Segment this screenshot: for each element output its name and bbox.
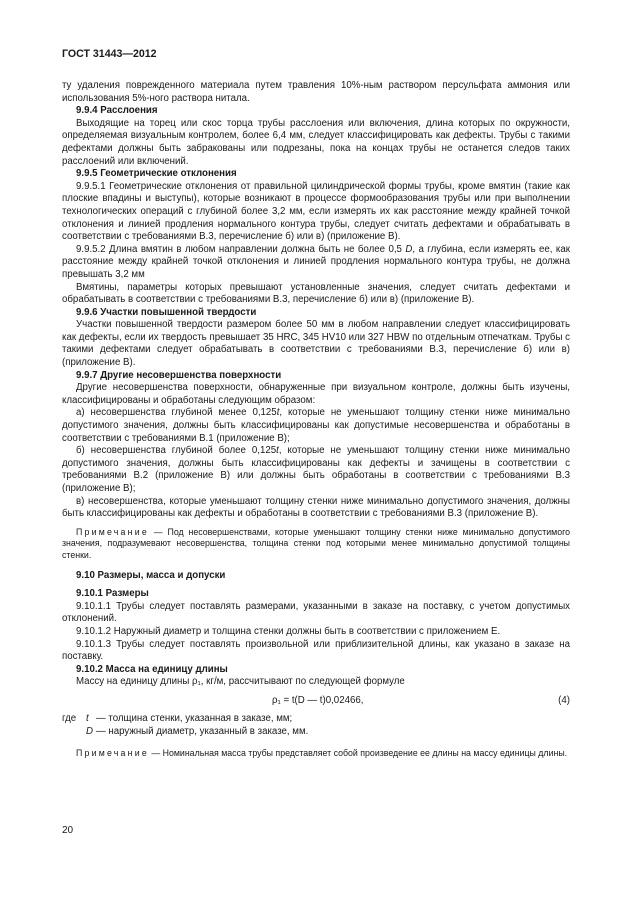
section-9-9-7-title: 9.9.7 Другие несовершенства поверхности [76,369,282,381]
section-9-10-title: 9.10 Размеры, масса и допуски [76,569,226,581]
paragraph-intro: ту удаления поврежденного материала путем травления 10%-ным раствором персульфата аммония или использования 5%-ного раствора нитала. [62,80,570,104]
list-item-c: в) несовершенства, которые уменьшают толщину стенки ниже минимально допустимого значения, должны быть классифицированы как дефекты и обработаны в соответствии с требованиями В.3 (приложение В). [62,495,570,520]
note-text: — Номинальная масса трубы представляет собой произведение ее длины на массу единицы длины. [148,748,568,759]
text-run: , которые не уменьшают толщину стенки ниже минимально допустимого значения, должны быть классифицированы как дефекты и зачищены в соответствии с требованиями В.2 (приложение В) или должны быть обработаны в соответствии с требованиями В.3 (приложение В); [62,445,571,494]
document-header: ГОСТ 31443—2012 [62,48,157,60]
section-9-10-1-title: 9.10.1 Размеры [76,588,149,600]
definition-t [62,713,570,726]
note-text: — Под несовершенствами, которые уменьшают толщину стенки ниже минимально допустимого значения, подразумевают несовершенства, толщина стенки под которыми менее минимально допустимой толщины стенки. [62,526,570,560]
text-run: 9.9.5.2 Длина вмятин в любом направлении должна быть не более 0,5 [76,243,406,255]
section-9-10-1-1-text: 9.10.1.1 Трубы следует поставлять размерами, указанными в заказе на поставку, с учетом допустимых отклонений. [62,600,570,625]
section-9-9-5-2-text [62,244,570,282]
document-body [62,80,570,760]
note-label: Примечание [76,748,149,759]
section-9-9-5-2-dents-text: Вмятины, параметры которых превышают установленные значения, следует считать дефектами и обрабатывать в соответствии с требованиями В.3, перечисление б) или в) (приложение В). [62,281,570,306]
section-9-9-6-text: Участки повышенной твердости размером более 50 мм в любом направлении следует классифицировать как дефекты, если их твердость превышает 35 HRC, 345 HV10 или 327 HBW по отдельным отпечаткам. Трубы с такими дефектами следует обрабатывать в соответствии с требованиями В.3, перечисление б) или в) (приложение В). [62,319,570,369]
section-9-10-2-title: 9.10.2 Масса на единицу длины [76,663,228,675]
section-9-9-6-title: 9.9.6 Участки повышенной твердости [76,306,257,318]
formula-4 [62,695,570,709]
text-run: а) несовершенства глубиной менее 0,125 [76,407,277,419]
section-9-10-1-2-text: 9.10.1.2 Наружный диаметр и толщина стенки должны быть в соответствии с приложением Е. [76,625,501,637]
text-run: , а глубина, если измерять ее, как расстояние между крайней точкой отклонения и линией продления нормального контура трубы, не должна превышать 3,2 мм [62,243,570,280]
section-9-10-2-text: Массу на единицу длины ρ₁, кг/м, рассчитывают по следующей формуле [76,676,405,688]
list-item-b [62,445,570,495]
symbol-D: D [405,243,413,255]
section-9-9-4-text: Выходящие на торец или скос торца трубы расслоения или включения, длина которых по окружности, определяемая визуальным контролем, более 6,4 мм, следует классифицировать как дефекты. Трубы с такими дефектами должны быть забракованы или подрезаны, пока на концах трубы не останется следов таких расслоений или включений. [62,117,570,167]
section-9-9-5-title: 9.9.5 Геометрические отклонения [76,168,237,180]
section-9-9-5-1-text: 9.9.5.1 Геометрические отклонения от правильной цилиндрической формы трубы, кроме вмятин (такие как плоские впадины и выступы), которые возникают в процессе формообразования трубы или при выполнении технологических операций с глубиной более 3,2 мм, если измерять их как расстояние между крайней точкой отклонения и линией продления нормального контура трубы, следует считать дефектами и обрабатывать в соответствии с требованиями В.3, перечисление б) или в) (приложение В). [62,180,570,243]
definition-text-t: — толщина стенки, указанная в заказе, мм; [96,712,293,724]
symbol-t: t [276,407,280,419]
definition-D [62,726,570,739]
formula-number: (4) [558,694,570,706]
formula-expression: ρ₁ = t(D — t)0,02466, [272,694,364,706]
section-9-10-1-3-text: 9.10.1.3 Трубы следует поставлять произвольной или приблизительной длины, как указано в заказе на поставку. [62,638,570,663]
definition-lead: где [62,712,77,724]
page-number: 20 [62,825,74,836]
symbol-definitions [62,713,570,738]
text-run: , которые не уменьшают толщину стенки ниже минимально допустимого значения, должны быть классифицированы как допустимые несовершенства и обработаны в соответствии с требованиями В.1 (приложение В); [62,407,571,444]
symbol-t: t [276,445,279,457]
section-9-9-7-intro: Другие несовершенства поверхности, обнаруженные при визуальном контроле, должны быть изучены, классифицированы и обработаны следующим образом: [62,382,570,406]
note-2 [62,748,570,760]
note-label: Примечание [76,526,149,537]
section-9-9-4-title: 9.9.4 Расслоения [76,105,158,117]
definition-symbol-t: t [86,712,89,724]
definition-text-D: — наружный диаметр, указанный в заказе, мм. [96,725,309,737]
note-1 [62,527,570,562]
list-item-a [62,407,570,445]
text-run: б) несовершенства глубиной более 0,125 [76,445,277,457]
definition-symbol-D: D [86,725,93,737]
